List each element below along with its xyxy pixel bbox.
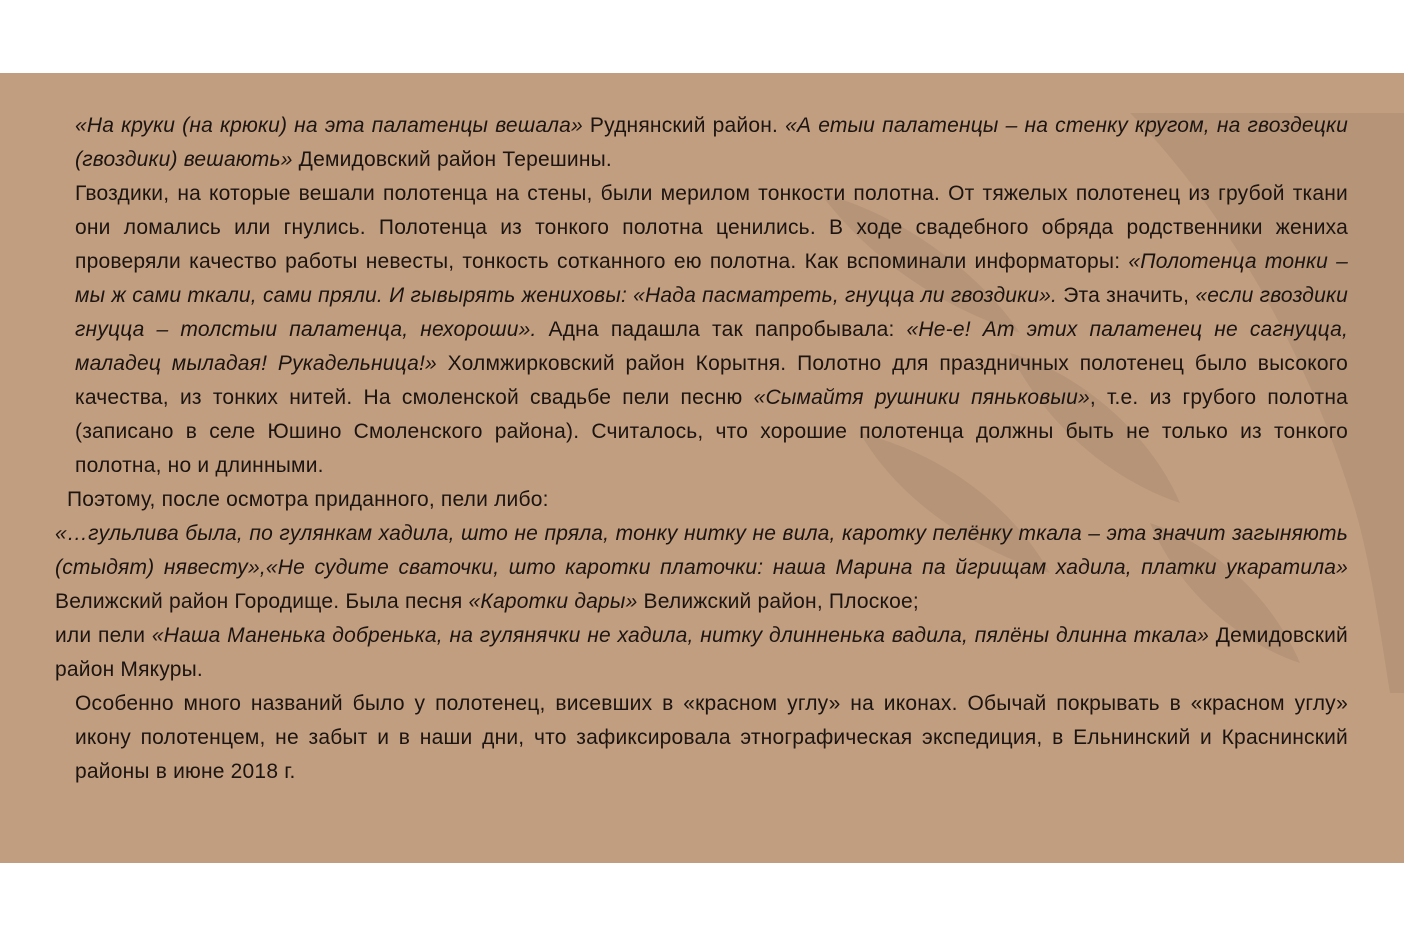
body-text: Эта значить, [1057,284,1196,307]
body-text: Особенно много названий было у полотенец, висевших в «красном углу» на иконах. Обычай покрывать в «красном углу» икону полотенцем, не забыт и в наши дни, что зафиксировала этнографическая экспедиция, в Ельнинский и Краснинский районы в июне 2018 г. [75,692,1348,783]
body-text: Руднянский район. [582,114,786,137]
paragraph-1 [55,109,1348,177]
quote-text: «А етыи палатенцы – на стенку кругом, на гвоздецки (гвоздики) вешають» [75,114,1348,171]
body-text: , т.е. из грубого полотна (записано в селе Юшино Смоленского района). Считалось, что хорошие полотенца должны быть не только из тонкого полотна, но и длинными. [75,386,1348,477]
quote-text: «Сымайтя рушники пяньковыи» [753,386,1090,409]
quote-text: «Полотенца тонки – мы ж сами ткали, сами пряли. И гывырять жениховы: «Нада пасматреть, гнуцца ли гвоздики». [75,250,1348,307]
body-text: или пели [55,624,152,647]
quote-text: «Наша Маненька добренька, на гулянячки не хадила, нитку длинненька вадила, пялёны длинна ткала» [151,624,1210,647]
paragraph-4 [55,517,1348,619]
quote-text: «если гвоздики гнуцца – толстыи палатенца, нехороши». [75,284,1348,341]
body-text: Гвоздики, на которые вешали полотенца на стены, были мерилом тонкости полотна. От тяжелых полотенец из грубой ткани они ломались или гнулись. Полотенца из тонкого полотна ценились. В ходе свадебного обряда родственники жениха проверяли качество работы невесты, тонкость сотканного ею полотна. Как вспоминали информаторы: [75,182,1348,273]
quote-text: «На круки (на крюки) на эта палатенцы вешала» [75,114,583,137]
quote-text: «…гульлива была, по гулянкам хадила, што не пряла, тонку нитку не вила, каротку пелёнку ткала – эта значит загыняють (стыдят) нявесту»,«Не судите сваточки, што каротки платочки: наша Марина па йгрищам хадила, платки укаратила» [55,522,1348,579]
quote-text: «Каротки дары» [468,590,638,613]
paragraph-2 [55,177,1348,483]
body-text: Адна падашла так папробывала: [536,318,907,341]
body-text: Холмжирковский район Корытня. Полотно для праздничных полотенец было высокого качества, из тонких нитей. На смоленской свадьбе пели песню [75,352,1348,409]
paragraph-6 [55,687,1348,789]
paragraph-5 [55,619,1348,687]
body-text: Поэтому, после осмотра приданного, пели либо: [67,488,549,511]
paragraph-3 [55,483,1348,517]
body-text: Демидовский район Мякуры. [55,624,1348,681]
body-text: Демидовский район Терешины. [292,148,612,171]
quote-text: «Не-е! Ат этих палатенец не сагнуцца, маладец мыладая! Рукадельница!» [75,318,1348,375]
body-text: Велижский район Городище. Была песня [55,590,469,613]
body-text: Велижский район, Плоское; [637,590,919,613]
text-slide [0,73,1404,863]
article-text [55,109,1348,789]
